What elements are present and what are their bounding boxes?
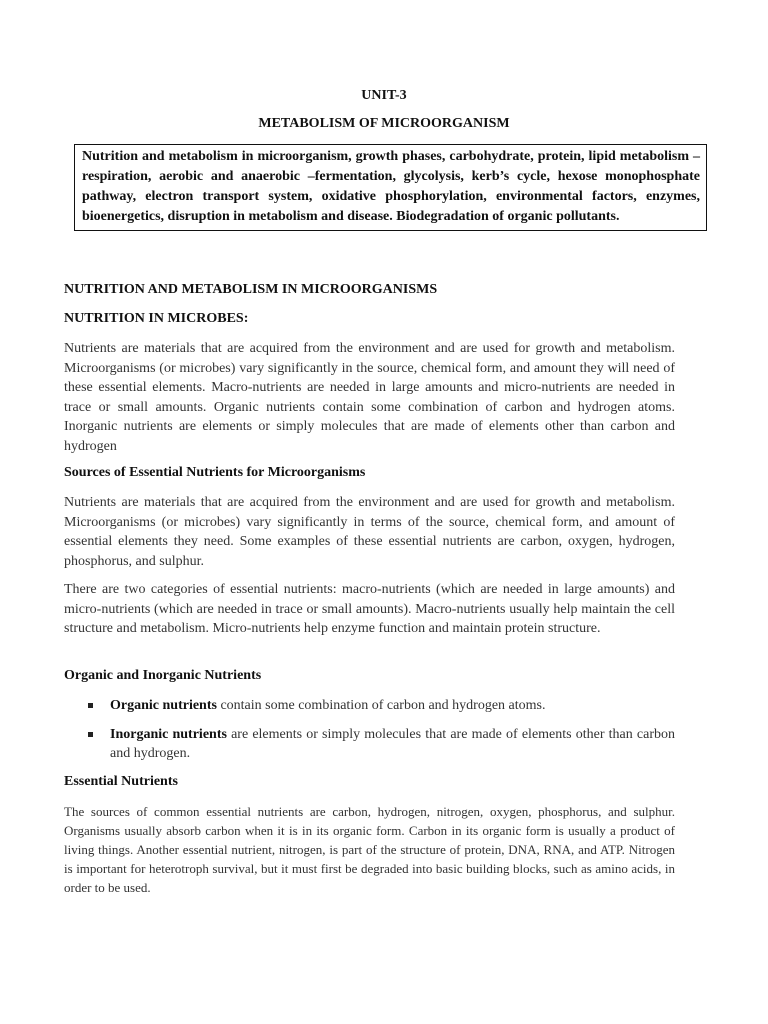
unit-label: UNIT-3: [361, 88, 407, 103]
list-item: [64, 696, 675, 716]
square-bullet-icon: [88, 732, 93, 737]
heading-organic-inorganic: Organic and Inorganic Nutrients: [64, 668, 262, 683]
bullet-text: are elements or simply molecules that are made of elements other than carbon and hydrogen.: [110, 726, 675, 761]
bullet-term: Inorganic nutrients: [110, 726, 227, 742]
syllabus-text: Nutrition and metabolism in microorganism, growth phases, carbohydrate, protein, lipid metabolism – respiration, aerobic and anaerobic –fermentation, glycolysis, kerb’s cycle, hexose monophosphate pathway, electron transport system, oxidative phosphorylation, environmental factors, enzymes, bioenergetics, disruption in metabolism and disease. Biodegradation of organic pollutants.: [82, 149, 700, 224]
list-item: [64, 725, 675, 764]
heading-essential-nutrients: Essential Nutrients: [64, 774, 178, 789]
paragraph-essential-nutrients: The sources of common essential nutrients are carbon, hydrogen, nitrogen, oxygen, phosphorus, and sulphur. Organisms usually absorb carbon when it is in its organic form. Carbon in its organic form is usually a product of living things. Another essential nutrient, nitrogen, is part of the structure of protein, DNA, RNA, and ATP. Nitrogen is important for heterotroph survival, but it must first be degraded into basic building blocks, such as amino acids, in order to be used.: [64, 804, 675, 895]
paragraph-sources-1: Nutrients are materials that are acquired from the environment and are used for growth and metabolism. Microorganisms (or microbes) vary significantly in terms of the source, chemical form, and amount of essential elements they need. Some examples of these essential nutrients are carbon, oxygen, hydrogen, phosphorus, and sulphur.: [64, 495, 675, 569]
subheading-nutrition-in-microbes: NUTRITION IN MICROBES:: [64, 311, 249, 326]
unit-title: METABOLISM OF MICROORGANISM: [258, 116, 510, 131]
nutrient-bullet-list: [64, 696, 675, 773]
heading-sources-essential-nutrients: Sources of Essential Nutrients for Microorganisms: [64, 465, 366, 480]
bullet-term: Organic nutrients: [110, 698, 217, 713]
syllabus-box: [74, 144, 707, 231]
square-bullet-icon: [88, 703, 93, 708]
paragraph-sources-2: There are two categories of essential nutrients: macro-nutrients (which are needed in large amounts) and micro-nutrients (which are needed in trace or small amounts). Macro-nutrients usually help maintain the cell structure and metabolism. Micro-nutrients help enzyme function and maintain protein structure.: [64, 582, 675, 636]
bullet-text: contain some combination of carbon and hydrogen atoms.: [216, 698, 546, 713]
paragraph-nutrition-in-microbes: Nutrients are materials that are acquired from the environment and are used for growth and metabolism. Microorganisms (or microbes) vary significantly in the source, chemical form, and amount they will need of these essential elements. Macro-nutrients are needed in large amounts and micro-nutrients are needed in trace or small amounts. Organic nutrients contain some combination of carbon and hydrogen atoms. Inorganic nutrients are elements or simply molecules that are made of elements other than carbon and hydrogen: [64, 341, 675, 454]
section-heading-nutrition-metabolism: NUTRITION AND METABOLISM IN MICROORGANISMS: [64, 282, 438, 297]
